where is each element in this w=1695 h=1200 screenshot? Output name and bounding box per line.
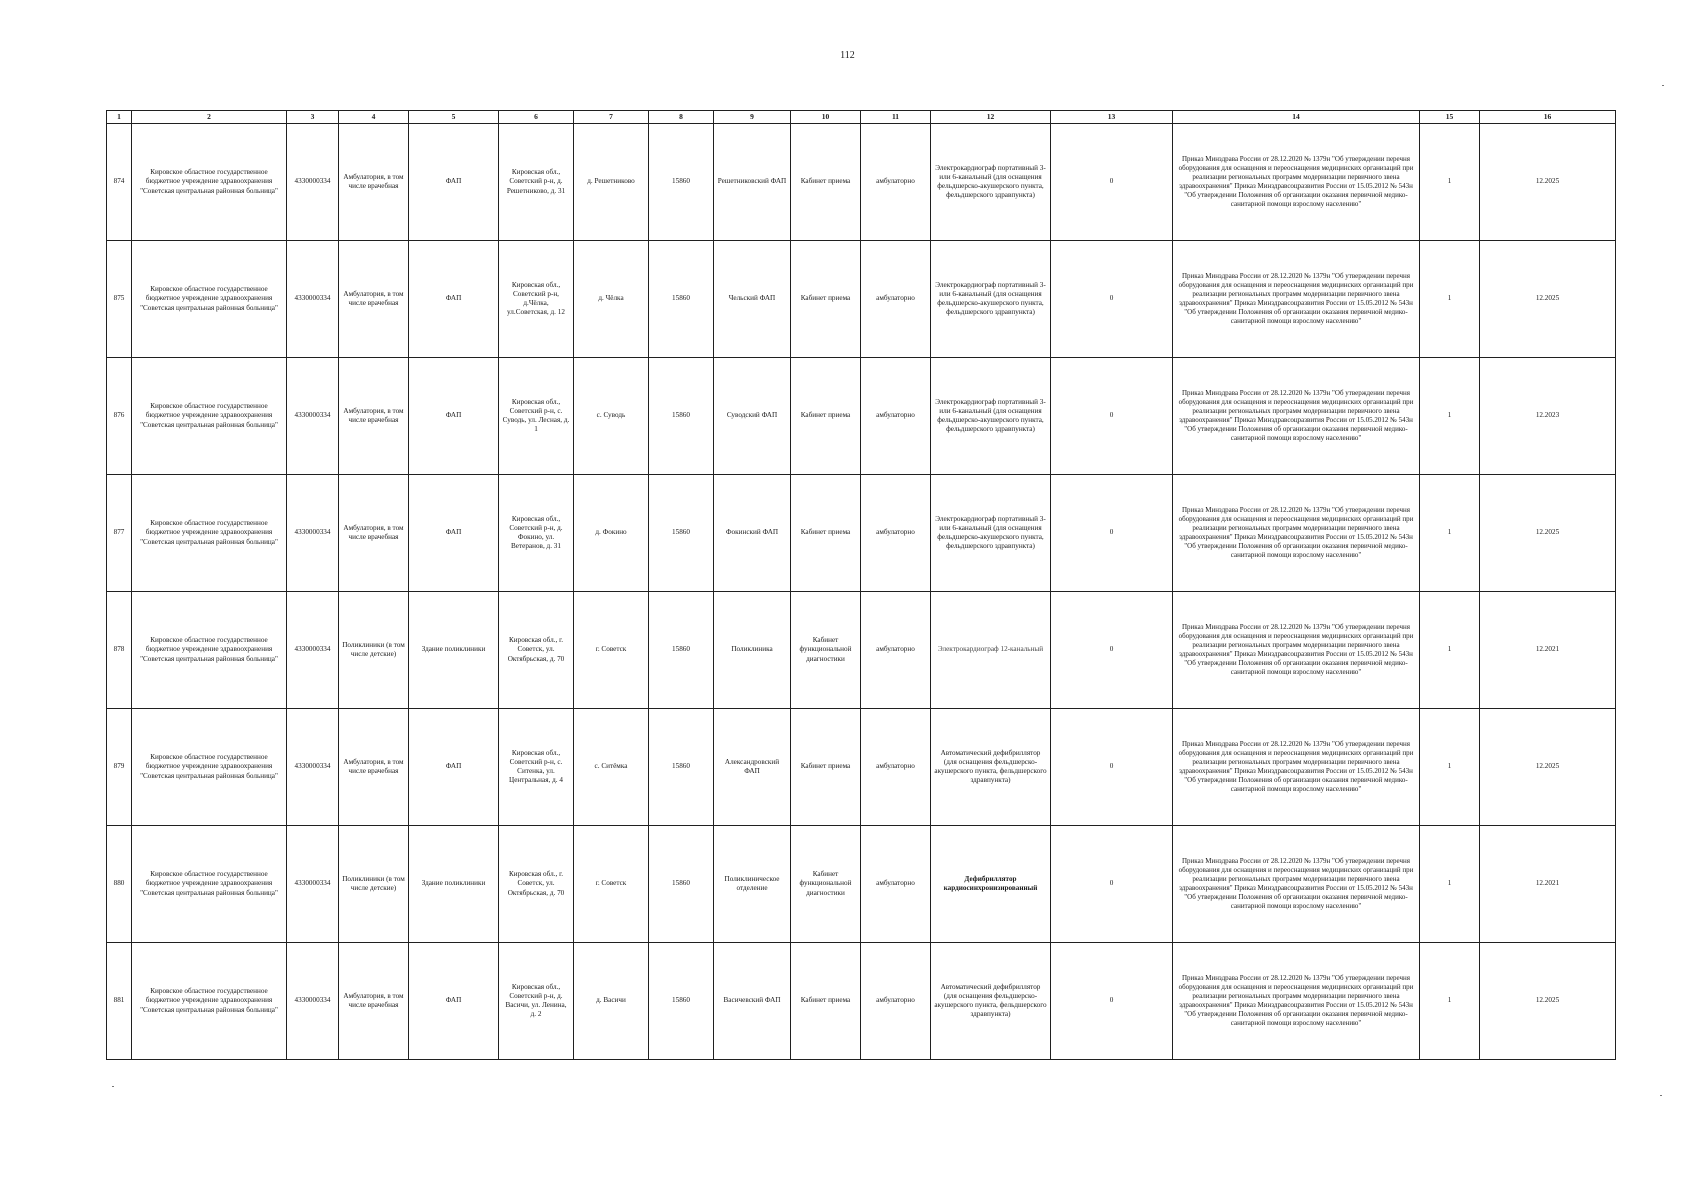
address: Кировская обл., Советский р-н, д. Васичи, ул. Ленина, д. 2: [499, 943, 574, 1060]
inn: 4330000334: [287, 475, 339, 592]
building-type: ФАП: [409, 475, 499, 592]
header-cell: 1: [107, 111, 132, 124]
organization-name: Кировское областное государственное бюджетное учреждение здравоохранения "Советская центральная районная больница": [132, 241, 287, 358]
page-number: 112: [840, 50, 855, 61]
settlement: д. Васичи: [574, 943, 649, 1060]
facility-type: Поликлиники (в том числе детские): [339, 826, 409, 943]
header-cell: 10: [791, 111, 861, 124]
quantity: 1: [1420, 475, 1480, 592]
facility-type: Амбулатория, в том числе врачебная: [339, 124, 409, 241]
address: Кировская обл., Советский р-н, д.Чёлка, ул.Советская, д. 12: [499, 241, 574, 358]
legal-basis: Приказ Минздрава России от 28.12.2020 № 1379н "Об утверждении перечня оборудования для оснащения и переоснащения медицинских организаций при реализации региональных программ модернизации первичного звена здравоохранения" Приказ Минздравсоцразвития России от 15.05.2012 № 543н "Об утверждении Положения об организации оказания первичной медико-санитарной помощи взрослому населению": [1173, 241, 1420, 358]
building-type: ФАП: [409, 358, 499, 475]
header-cell: 4: [339, 111, 409, 124]
care-condition: амбулаторно: [861, 241, 931, 358]
code: 15860: [649, 124, 714, 241]
header-cell: 7: [574, 111, 649, 124]
address: Кировская обл., Советский р-н, д. Решетниково, д. 31: [499, 124, 574, 241]
organization-name: Кировское областное государственное бюджетное учреждение здравоохранения "Советская центральная районная больница": [132, 592, 287, 709]
code: 15860: [649, 943, 714, 1060]
deadline: 12.2025: [1480, 124, 1616, 241]
room-name: Кабинет функциональной диагностики: [791, 826, 861, 943]
care-condition: амбулаторно: [861, 943, 931, 1060]
legal-basis: Приказ Минздрава России от 28.12.2020 № 1379н "Об утверждении перечня оборудования для оснащения и переоснащения медицинских организаций при реализации региональных программ модернизации первичного звена здравоохранения" Приказ Минздравсоцразвития России от 15.05.2012 № 543н "Об утверждении Положения об организации оказания первичной медико-санитарной помощи взрослому населению": [1173, 124, 1420, 241]
header-cell: 6: [499, 111, 574, 124]
room-name: Кабинет приема: [791, 124, 861, 241]
row-number: 881: [107, 943, 132, 1060]
quantity: 1: [1420, 124, 1480, 241]
organization-name: Кировское областное государственное бюджетное учреждение здравоохранения "Советская центральная районная больница": [132, 124, 287, 241]
table-row: [107, 943, 1616, 1060]
unit-name: Поликлиническое отделение: [714, 826, 791, 943]
legal-basis: Приказ Минздрава России от 28.12.2020 № 1379н "Об утверждении перечня оборудования для оснащения и переоснащения медицинских организаций при реализации региональных программ модернизации первичного звена здравоохранения" Приказ Минздравсоцразвития России от 15.05.2012 № 543н "Об утверждении Положения об организации оказания первичной медико-санитарной помощи взрослому населению": [1173, 826, 1420, 943]
existing-count: 0: [1051, 826, 1173, 943]
facility-type: Амбулатория, в том числе врачебная: [339, 709, 409, 826]
header-cell: 9: [714, 111, 791, 124]
building-type: ФАП: [409, 124, 499, 241]
row-number: 879: [107, 709, 132, 826]
quantity: 1: [1420, 241, 1480, 358]
code: 15860: [649, 592, 714, 709]
inn: 4330000334: [287, 826, 339, 943]
table-row: [107, 709, 1616, 826]
care-condition: амбулаторно: [861, 592, 931, 709]
table-row: [107, 826, 1616, 943]
settlement: с. Ситёмка: [574, 709, 649, 826]
care-condition: амбулаторно: [861, 358, 931, 475]
address: Кировская обл., Советский р-н, с. Суводь, ул. Лесная, д. 1: [499, 358, 574, 475]
organization-name: Кировское областное государственное бюджетное учреждение здравоохранения "Советская центральная районная больница": [132, 943, 287, 1060]
legal-basis: Приказ Минздрава России от 28.12.2020 № 1379н "Об утверждении перечня оборудования для оснащения и переоснащения медицинских организаций при реализации региональных программ модернизации первичного звена здравоохранения" Приказ Минздравсоцразвития России от 15.05.2012 № 543н "Об утверждении Положения об организации оказания первичной медико-санитарной помощи взрослому населению": [1173, 358, 1420, 475]
address: Кировская обл., Советский р-н, с. Ситенка, ул. Центральная, д. 4: [499, 709, 574, 826]
unit-name: Васичевский ФАП: [714, 943, 791, 1060]
header-cell: 5: [409, 111, 499, 124]
unit-name: Поликлиника: [714, 592, 791, 709]
equipment-name: Электрокардиограф портативный 3- или 6-канальный (для оснащения фельдшерско-акушерского пункта, фельдшерского здравпункта): [931, 475, 1051, 592]
quantity: 1: [1420, 592, 1480, 709]
room-name: Кабинет приема: [791, 358, 861, 475]
row-number: 880: [107, 826, 132, 943]
deadline: 12.2025: [1480, 475, 1616, 592]
legal-basis: Приказ Минздрава России от 28.12.2020 № 1379н "Об утверждении перечня оборудования для оснащения и переоснащения медицинских организаций при реализации региональных программ модернизации первичного звена здравоохранения" Приказ Минздравсоцразвития России от 15.05.2012 № 543н "Об утверждении Положения об организации оказания первичной медико-санитарной помощи взрослому населению": [1173, 943, 1420, 1060]
room-name: Кабинет приема: [791, 241, 861, 358]
header-cell: 11: [861, 111, 931, 124]
settlement: д. Решетниково: [574, 124, 649, 241]
room-name: Кабинет приема: [791, 943, 861, 1060]
unit-name: Решетниковский ФАП: [714, 124, 791, 241]
header-cell: 13: [1051, 111, 1173, 124]
address: Кировская обл., г. Советск, ул. Октябрьская, д. 70: [499, 592, 574, 709]
settlement: г. Советск: [574, 826, 649, 943]
inn: 4330000334: [287, 358, 339, 475]
header-cell: 12: [931, 111, 1051, 124]
table-body: [107, 124, 1616, 1060]
inn: 4330000334: [287, 124, 339, 241]
facility-type: Амбулатория, в том числе врачебная: [339, 475, 409, 592]
code: 15860: [649, 241, 714, 358]
room-name: Кабинет приема: [791, 709, 861, 826]
room-name: Кабинет функциональной диагностики: [791, 592, 861, 709]
equipment-name: Электрокардиограф портативный 3- или 6-канальный (для оснащения фельдшерско-акушерского пункта, фельдшерского здравпункта): [931, 241, 1051, 358]
deadline: 12.2021: [1480, 826, 1616, 943]
deadline: 12.2025: [1480, 709, 1616, 826]
room-name: Кабинет приема: [791, 475, 861, 592]
building-type: ФАП: [409, 241, 499, 358]
settlement: г. Советск: [574, 592, 649, 709]
building-type: ФАП: [409, 943, 499, 1060]
quantity: 1: [1420, 826, 1480, 943]
code: 15860: [649, 475, 714, 592]
header-cell: 14: [1173, 111, 1420, 124]
quantity: 1: [1420, 358, 1480, 475]
equipment-table: [106, 110, 1616, 1060]
quantity: 1: [1420, 709, 1480, 826]
equipment-name: Электрокардиограф портативный 3- или 6-канальный (для оснащения фельдшерско-акушерского пункта, фельдшерского здравпункта): [931, 358, 1051, 475]
scan-speck: [1662, 85, 1664, 86]
care-condition: амбулаторно: [861, 475, 931, 592]
inn: 4330000334: [287, 592, 339, 709]
unit-name: Александровский ФАП: [714, 709, 791, 826]
header-cell: 3: [287, 111, 339, 124]
code: 15860: [649, 709, 714, 826]
row-number: 878: [107, 592, 132, 709]
code: 15860: [649, 358, 714, 475]
row-number: 876: [107, 358, 132, 475]
deadline: 12.2023: [1480, 358, 1616, 475]
settlement: с. Суводь: [574, 358, 649, 475]
header-cell: 8: [649, 111, 714, 124]
legal-basis: Приказ Минздрава России от 28.12.2020 № 1379н "Об утверждении перечня оборудования для оснащения и переоснащения медицинских организаций при реализации региональных программ модернизации первичного звена здравоохранения" Приказ Минздравсоцразвития России от 15.05.2012 № 543н "Об утверждении Положения об организации оказания первичной медико-санитарной помощи взрослому населению": [1173, 709, 1420, 826]
inn: 4330000334: [287, 943, 339, 1060]
header-row: [107, 111, 1616, 124]
building-type: Здание поликлиники: [409, 592, 499, 709]
inn: 4330000334: [287, 709, 339, 826]
settlement: д. Чёлка: [574, 241, 649, 358]
building-type: ФАП: [409, 709, 499, 826]
scan-speck: [1660, 1095, 1662, 1096]
header-cell: 15: [1420, 111, 1480, 124]
existing-count: 0: [1051, 241, 1173, 358]
deadline: 12.2021: [1480, 592, 1616, 709]
existing-count: 0: [1051, 358, 1173, 475]
table-row: [107, 592, 1616, 709]
care-condition: амбулаторно: [861, 124, 931, 241]
header-cell: 2: [132, 111, 287, 124]
organization-name: Кировское областное государственное бюджетное учреждение здравоохранения "Советская центральная районная больница": [132, 475, 287, 592]
legal-basis: Приказ Минздрава России от 28.12.2020 № 1379н "Об утверждении перечня оборудования для оснащения и переоснащения медицинских организаций при реализации региональных программ модернизации первичного звена здравоохранения" Приказ Минздравсоцразвития России от 15.05.2012 № 543н "Об утверждении Положения об организации оказания первичной медико-санитарной помощи взрослому населению": [1173, 592, 1420, 709]
header-cell: 16: [1480, 111, 1616, 124]
equipment-name: Электрокардиограф портативный 3- или 6-канальный (для оснащения фельдшерско-акушерского пункта, фельдшерского здравпункта): [931, 124, 1051, 241]
existing-count: 0: [1051, 709, 1173, 826]
facility-type: Поликлиники (в том числе детские): [339, 592, 409, 709]
existing-count: 0: [1051, 592, 1173, 709]
table-header: [107, 111, 1616, 124]
settlement: д. Фокино: [574, 475, 649, 592]
quantity: 1: [1420, 943, 1480, 1060]
deadline: 12.2025: [1480, 241, 1616, 358]
row-number: 875: [107, 241, 132, 358]
building-type: Здание поликлиники: [409, 826, 499, 943]
equipment-name: Автоматический дефибриллятор (для оснащения фельдшерско-акушерского пункта, фельдшерского здравпункта): [931, 709, 1051, 826]
facility-type: Амбулатория, в том числе врачебная: [339, 241, 409, 358]
table-row: [107, 124, 1616, 241]
facility-type: Амбулатория, в том числе врачебная: [339, 943, 409, 1060]
existing-count: 0: [1051, 475, 1173, 592]
existing-count: 0: [1051, 943, 1173, 1060]
inn: 4330000334: [287, 241, 339, 358]
legal-basis: Приказ Минздрава России от 28.12.2020 № 1379н "Об утверждении перечня оборудования для оснащения и переоснащения медицинских организаций при реализации региональных программ модернизации первичного звена здравоохранения" Приказ Минздравсоцразвития России от 15.05.2012 № 543н "Об утверждении Положения об организации оказания первичной медико-санитарной помощи взрослому населению": [1173, 475, 1420, 592]
organization-name: Кировское областное государственное бюджетное учреждение здравоохранения "Советская центральная районная больница": [132, 826, 287, 943]
table-row: [107, 358, 1616, 475]
address: Кировская обл., г. Советск, ул. Октябрьская, д. 70: [499, 826, 574, 943]
equipment-name: Автоматический дефибриллятор (для оснащения фельдшерско-акушерского пункта, фельдшерского здравпункта): [931, 943, 1051, 1060]
code: 15860: [649, 826, 714, 943]
facility-type: Амбулатория, в том числе врачебная: [339, 358, 409, 475]
unit-name: Чельский ФАП: [714, 241, 791, 358]
table-row: [107, 475, 1616, 592]
row-number: 877: [107, 475, 132, 592]
row-number: 874: [107, 124, 132, 241]
existing-count: 0: [1051, 124, 1173, 241]
unit-name: Суводский ФАП: [714, 358, 791, 475]
care-condition: амбулаторно: [861, 826, 931, 943]
scan-speck: [112, 1086, 114, 1087]
equipment-name: Дефибриллятор кардиосинхронизированный: [931, 826, 1051, 943]
unit-name: Фокинский ФАП: [714, 475, 791, 592]
deadline: 12.2025: [1480, 943, 1616, 1060]
address: Кировская обл., Советский р-н, д. Фокино, ул. Ветеранов, д. 31: [499, 475, 574, 592]
care-condition: амбулаторно: [861, 709, 931, 826]
organization-name: Кировское областное государственное бюджетное учреждение здравоохранения "Советская центральная районная больница": [132, 358, 287, 475]
equipment-name: Электрокардиограф 12-канальный: [931, 592, 1051, 709]
organization-name: Кировское областное государственное бюджетное учреждение здравоохранения "Советская центральная районная больница": [132, 709, 287, 826]
table-row: [107, 241, 1616, 358]
